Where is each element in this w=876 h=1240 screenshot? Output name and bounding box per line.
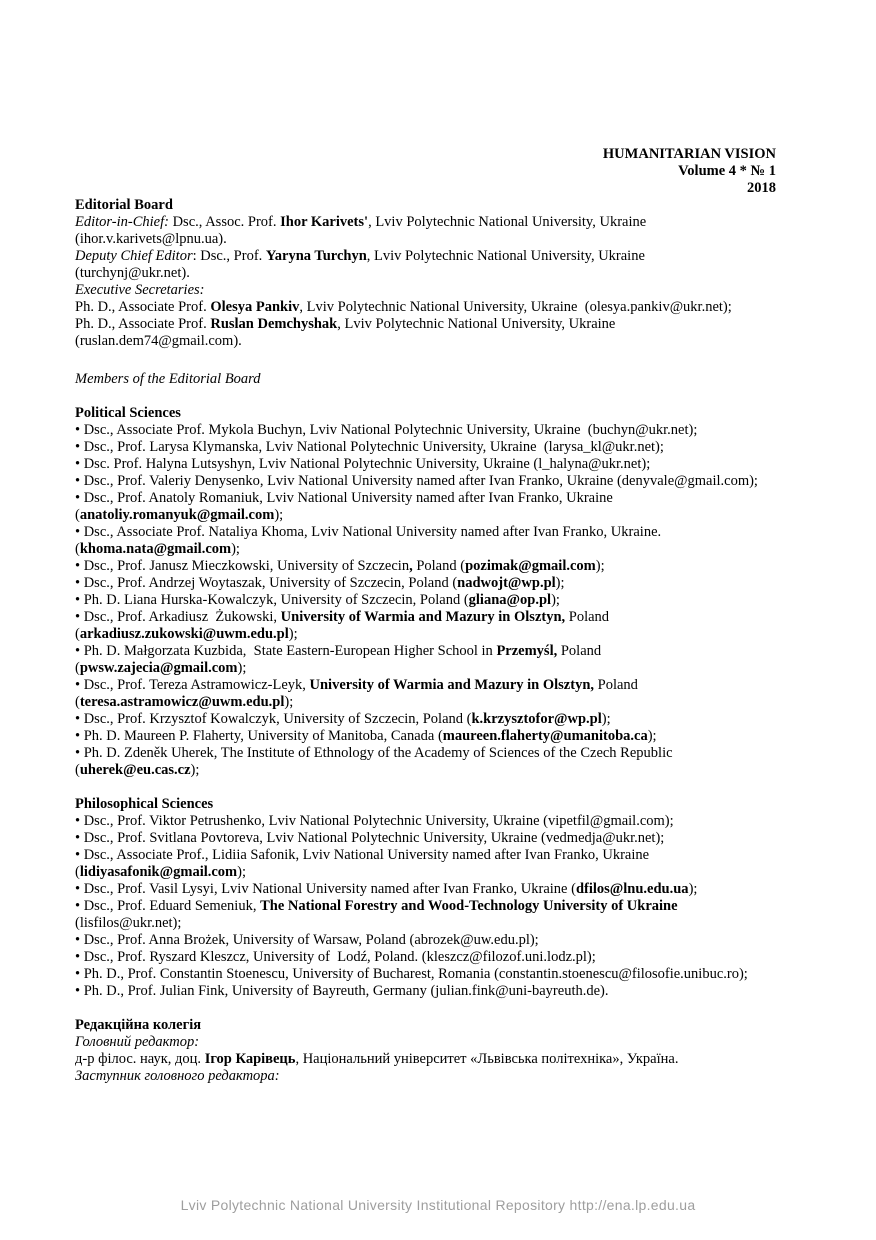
text-run: Ruslan Demchyshak — [210, 316, 338, 332]
text-run: • Dsc., Prof. Anatoly Romaniuk, Lviv National University named after Ivan Franko, Ukraine — [75, 490, 613, 506]
text-run: Dsc., Assoc. Prof. — [168, 214, 281, 230]
text-run: gliana@op.pl — [468, 592, 552, 608]
text-run: , Національний університет «Львівська політехніка», Україна. — [295, 1051, 679, 1067]
text-run: • Dsc., Associate Prof., Lidiia Safonik, Lviv National University named after Ivan Franko, Ukraine — [75, 847, 650, 863]
text-run: , Lviv Polytechnic National University, Ukraine (olesya.pankiv@ukr.net); — [299, 299, 732, 315]
text-run: Poland — [557, 643, 602, 659]
text-run: ); — [231, 541, 240, 557]
text-line — [75, 915, 805, 932]
text-run: Executive Secretaries: — [75, 282, 205, 298]
text-run: д-р філос. наук, доц. — [75, 1051, 205, 1067]
text-run: , — [409, 558, 413, 574]
text-line — [75, 898, 805, 915]
text-line — [75, 745, 805, 762]
text-line — [75, 456, 805, 473]
text-line — [75, 728, 805, 745]
text-line — [75, 299, 805, 316]
text-run: • Dsc., Prof. Ryszard Kleszcz, University of Lodź, Poland. (kleszcz@filozof.uni.lodz.pl); — [75, 949, 596, 965]
text-run: • Ph. D., Prof. Julian Fink, University of Bayreuth, Germany (julian.fink@uni-bayreuth.de). — [75, 983, 609, 999]
masthead — [75, 146, 776, 197]
text-run: pwsw.zajecia@gmail.com — [79, 660, 238, 676]
text-run: Головний редактор: — [75, 1034, 200, 1050]
political-sciences-heading: Political Sciences — [75, 405, 181, 421]
text-line — [75, 592, 805, 609]
text-run: • Ph. D. Liana Hurska-Kowalczyk, University of Szczecin, Poland ( — [75, 592, 469, 608]
text-run: • Dsc., Prof. Larysa Klymanska, Lviv National Polytechnic University, Ukraine (larysa_kl@ukr.net); — [75, 439, 664, 455]
text-run: • Dsc., Prof. Janusz Mieczkowski, University of Szczecin — [75, 558, 410, 574]
text-run: ); — [274, 507, 284, 523]
text-run: Ihor Karivets' — [280, 214, 369, 230]
text-run: University of Warmia and Mazury in Olsztyn, — [280, 609, 566, 625]
text-line — [75, 439, 805, 456]
text-run: Poland ( — [412, 558, 466, 574]
ukrainian-editorial-heading: Редакційна колегія — [75, 1017, 202, 1033]
text-line — [75, 762, 805, 779]
text-line — [75, 1034, 805, 1051]
text-run: ); — [647, 728, 657, 744]
text-line — [75, 214, 805, 231]
text-run: • Dsc., Prof. Tereza Astramowicz-Leyk, — [75, 677, 310, 693]
page-content — [75, 146, 805, 1085]
text-line — [75, 282, 805, 299]
text-run: Poland — [565, 609, 610, 625]
text-line — [75, 248, 805, 265]
text-run: nadwojt@wp.pl — [457, 575, 556, 591]
journal-title: HUMANITARIAN VISION — [602, 146, 776, 162]
text-run: The National Forestry and Wood-Technology University of Ukraine — [260, 898, 678, 914]
text-run: • Dsc., Prof. Vasil Lysyi, Lviv National University named after Ivan Franko, Ukraine ( — [75, 881, 576, 897]
text-run: Yaryna Turchyn — [265, 248, 367, 264]
text-run: Olesya Pankiv — [210, 299, 300, 315]
text-run: ( — [75, 541, 80, 557]
text-line — [75, 609, 805, 626]
text-run: Ph. D., Associate Prof. — [75, 316, 211, 332]
text-run: Editor-in-Chief: — [75, 214, 169, 230]
text-run: • Ph. D. Maureen P. Flaherty, University of Manitoba, Canada ( — [75, 728, 443, 744]
text-line — [75, 830, 805, 847]
text-run: Przemyśl, — [496, 643, 558, 659]
text-run: • Dsc. Prof. Halyna Lutsyshyn, Lviv National Polytechnic University, Ukraine (l_halyna@ukr.net); — [75, 456, 651, 472]
text-run: maureen.flaherty@umanitoba.ca — [442, 728, 648, 744]
text-run: ( — [75, 864, 80, 880]
text-run: uherek@eu.cas.cz — [79, 762, 191, 778]
text-run: • Dsc., Prof. Andrzej Woytaszak, University of Szczecin, Poland ( — [75, 575, 458, 591]
text-run: , Lviv Polytechnic National University, Ukraine — [337, 316, 616, 332]
editorial-board-section — [75, 197, 805, 350]
text-line — [75, 966, 805, 983]
text-line — [75, 864, 805, 881]
text-run: pozimak@gmail.com — [465, 558, 596, 574]
text-run: Deputy Chief Editor — [75, 248, 193, 264]
text-run: ( — [75, 762, 80, 778]
text-line — [75, 643, 805, 660]
text-run: anatoliy.romanyuk@gmail.com — [79, 507, 275, 523]
text-run: khoma.nata@gmail.com — [79, 541, 232, 557]
text-run: ); — [237, 864, 246, 880]
text-line — [75, 1068, 805, 1085]
text-run: University of Warmia and Mazury in Olsztyn, — [309, 677, 595, 693]
text-run: ); — [551, 592, 560, 608]
text-run: ); — [237, 660, 247, 676]
text-run: ); — [595, 558, 605, 574]
text-line — [75, 265, 805, 282]
text-line — [75, 813, 805, 830]
philosophical-sciences-list — [75, 813, 805, 1000]
text-line — [75, 541, 805, 558]
text-run: ( — [75, 660, 80, 676]
text-run: Заступник головного редактора: — [75, 1068, 280, 1084]
text-run: • Dsc., Prof. Valeriy Denysenko, Lviv National University named after Ivan Franko, Ukraine (denyvale@gmail.com); — [75, 473, 758, 489]
text-line — [75, 524, 805, 541]
text-line — [75, 949, 805, 966]
text-run: • Dsc., Prof. Anna Brożek, University of Warsaw, Poland (abrozek@uw.edu.pl); — [75, 932, 539, 948]
text-run: lidiyasafonik@gmail.com — [79, 864, 238, 880]
text-run: • Dsc., Associate Prof. Mykola Buchyn, Lviv National Polytechnic University, Ukraine (buchyn@ukr.net); — [75, 422, 698, 438]
text-line — [75, 881, 805, 898]
text-line — [75, 932, 805, 949]
text-line — [75, 694, 805, 711]
editorial-board-heading: Editorial Board — [75, 197, 173, 213]
text-run: ); — [601, 711, 611, 727]
text-run: • Dsc., Prof. Eduard Semeniuk, — [75, 898, 261, 914]
political-sciences-list — [75, 422, 805, 779]
journal-year: 2018 — [747, 180, 776, 196]
text-line — [75, 490, 805, 507]
text-line — [75, 711, 805, 728]
text-run: ( — [75, 694, 80, 710]
text-run: ); — [284, 694, 294, 710]
text-run: • Ph. D. Zdeněk Uherek, The Institute of Ethnology of the Academy of Sciences of the Czech Republic — [75, 745, 673, 761]
text-line — [75, 660, 805, 677]
text-run: (ruslan.dem74@gmail.com). — [75, 333, 242, 349]
text-run: (turchynj@ukr.net). — [75, 265, 190, 281]
text-run: : Dsc., Prof. — [192, 248, 266, 264]
text-line — [75, 507, 805, 524]
text-line — [75, 231, 805, 248]
text-run: • Dsc., Prof. Viktor Petrushenko, Lviv National Polytechnic University, Ukraine (vipetfil@gmail.com); — [75, 813, 674, 829]
text-line — [75, 333, 805, 350]
text-run: , Lviv Polytechnic National University, Ukraine — [366, 248, 645, 264]
text-line — [75, 473, 805, 490]
text-line — [75, 677, 805, 694]
text-run: ( — [75, 626, 80, 642]
text-line — [75, 316, 805, 333]
philosophical-sciences-heading: Philosophical Sciences — [75, 796, 214, 812]
philosophical-sciences-section — [75, 796, 805, 1000]
ukrainian-editorial-body — [75, 1034, 805, 1085]
text-line — [75, 847, 805, 864]
text-run: (ihor.v.karivets@lpnu.ua). — [75, 231, 227, 247]
repository-footer: Lviv Polytechnic National University Institutional Repository http://ena.lp.edu.ua — [180, 1197, 696, 1213]
text-run: • Dsc., Prof. Krzysztof Kowalczyk, University of Szczecin, Poland ( — [75, 711, 472, 727]
text-line — [75, 626, 805, 643]
journal-volume: Volume 4 * № 1 — [678, 163, 776, 179]
text-run: ( — [75, 507, 80, 523]
text-run: dfilos@lnu.edu.ua — [575, 881, 689, 897]
ukrainian-editorial-section — [75, 1017, 805, 1085]
text-run: ); — [688, 881, 698, 897]
text-run: (lisfilos@ukr.net); — [75, 915, 182, 931]
text-run: ); — [555, 575, 565, 591]
text-run: Poland — [594, 677, 638, 693]
text-run: • Ph. D. Małgorzata Kuzbida, State Eastern-European Higher School in — [75, 643, 497, 659]
political-sciences-section — [75, 405, 805, 779]
text-run: ); — [190, 762, 200, 778]
text-run: Ph. D., Associate Prof. — [75, 299, 211, 315]
text-run: k.krzysztofor@wp.pl — [471, 711, 602, 727]
text-run: teresa.astramowicz@uwm.edu.pl — [79, 694, 285, 710]
text-run: • Dsc., Associate Prof. Nataliya Khoma, Lviv National University named after Ivan Franko, Ukraine. — [75, 524, 662, 540]
text-line — [75, 558, 805, 575]
text-run: • Dsc., Prof. Arkadiusz Żukowski, — [75, 609, 281, 625]
text-run: , Lviv Polytechnic National University, Ukraine — [368, 214, 647, 230]
text-line — [75, 983, 805, 1000]
text-run: Ігор Карівець — [204, 1051, 296, 1067]
text-run: • Ph. D., Prof. Constantin Stoenescu, University of Bucharest, Romania (constantin.stoenescu@filosofie.unibuc.ro); — [75, 966, 748, 982]
text-line — [75, 1051, 805, 1068]
members-heading: Members of the Editorial Board — [75, 371, 261, 387]
text-run: • Dsc., Prof. Svitlana Povtoreva, Lviv National Polytechnic University, Ukraine (vedmedja@ukr.net); — [75, 830, 665, 846]
text-run: ); — [288, 626, 298, 642]
text-line — [75, 575, 805, 592]
text-line — [75, 422, 805, 439]
editorial-board-body — [75, 214, 805, 350]
text-run: arkadiusz.zukowski@uwm.edu.pl — [79, 626, 289, 642]
